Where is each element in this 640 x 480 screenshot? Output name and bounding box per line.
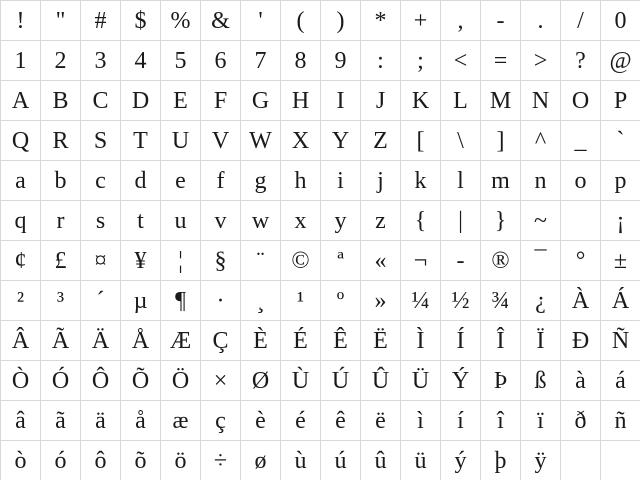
char-cell[interactable]: 8 — [280, 40, 320, 80]
char-cell[interactable]: P — [600, 80, 640, 120]
char-cell[interactable]: ¬ — [400, 240, 440, 280]
char-cell[interactable]: Ì — [400, 320, 440, 360]
char-cell[interactable]: m — [480, 160, 520, 200]
char-cell[interactable]: ~ — [520, 200, 560, 240]
char-cell[interactable]: ¸ — [240, 280, 280, 320]
char-cell[interactable]: F — [200, 80, 240, 120]
char-cell[interactable]: 1 — [0, 40, 40, 80]
char-cell[interactable]: » — [360, 280, 400, 320]
char-cell[interactable]: þ — [480, 440, 520, 480]
char-cell[interactable]: ± — [600, 240, 640, 280]
char-cell[interactable]: j — [360, 160, 400, 200]
char-cell[interactable]: { — [400, 200, 440, 240]
char-cell[interactable]: W — [240, 120, 280, 160]
char-cell[interactable]: 6 — [200, 40, 240, 80]
char-cell[interactable]: Ç — [200, 320, 240, 360]
char-cell[interactable]: ß — [520, 360, 560, 400]
char-cell[interactable]: ; — [400, 40, 440, 80]
char-cell[interactable]: ¿ — [520, 280, 560, 320]
char-cell[interactable]: c — [80, 160, 120, 200]
char-cell[interactable]: « — [360, 240, 400, 280]
char-cell[interactable]: Å — [120, 320, 160, 360]
char-cell[interactable]: Æ — [160, 320, 200, 360]
char-cell[interactable]: - — [480, 0, 520, 40]
char-cell[interactable]: U — [160, 120, 200, 160]
char-cell[interactable]: 0 — [600, 0, 640, 40]
char-cell[interactable]: # — [80, 0, 120, 40]
empty-cell[interactable] — [560, 200, 600, 240]
char-cell[interactable]: H — [280, 80, 320, 120]
char-cell[interactable]: Ë — [360, 320, 400, 360]
char-cell[interactable]: ¨ — [240, 240, 280, 280]
char-cell[interactable]: Ý — [440, 360, 480, 400]
char-cell[interactable]: Õ — [120, 360, 160, 400]
char-cell[interactable]: g — [240, 160, 280, 200]
char-cell[interactable]: ã — [40, 400, 80, 440]
char-cell[interactable]: v — [200, 200, 240, 240]
char-cell[interactable]: Ò — [0, 360, 40, 400]
char-cell[interactable]: C — [80, 80, 120, 120]
char-cell[interactable]: ý — [440, 440, 480, 480]
char-cell[interactable]: æ — [160, 400, 200, 440]
char-cell[interactable]: ö — [160, 440, 200, 480]
char-cell[interactable]: X — [280, 120, 320, 160]
char-cell[interactable]: & — [200, 0, 240, 40]
char-cell[interactable]: ó — [40, 440, 80, 480]
char-cell[interactable]: Ã — [40, 320, 80, 360]
char-cell[interactable]: Ê — [320, 320, 360, 360]
char-cell[interactable]: 9 — [320, 40, 360, 80]
char-cell[interactable]: > — [520, 40, 560, 80]
char-cell[interactable]: Í — [440, 320, 480, 360]
char-cell[interactable]: ` — [600, 120, 640, 160]
char-cell[interactable]: 4 — [120, 40, 160, 80]
char-cell[interactable]: ¡ — [600, 200, 640, 240]
char-cell[interactable]: * — [360, 0, 400, 40]
char-cell[interactable]: ³ — [40, 280, 80, 320]
char-cell[interactable]: ü — [400, 440, 440, 480]
char-cell[interactable]: Á — [600, 280, 640, 320]
char-cell[interactable]: i — [320, 160, 360, 200]
char-cell[interactable]: J — [360, 80, 400, 120]
char-cell[interactable]: ^ — [520, 120, 560, 160]
char-cell[interactable]: Ö — [160, 360, 200, 400]
char-cell[interactable]: M — [480, 80, 520, 120]
char-cell[interactable]: ï — [520, 400, 560, 440]
char-cell[interactable]: _ — [560, 120, 600, 160]
empty-cell[interactable] — [600, 440, 640, 480]
char-cell[interactable]: e — [160, 160, 200, 200]
char-cell[interactable]: ¦ — [160, 240, 200, 280]
char-cell[interactable]: b — [40, 160, 80, 200]
char-cell[interactable]: á — [600, 360, 640, 400]
char-cell[interactable]: 7 — [240, 40, 280, 80]
char-cell[interactable]: V — [200, 120, 240, 160]
char-cell[interactable]: ÿ — [520, 440, 560, 480]
char-cell[interactable]: q — [0, 200, 40, 240]
char-cell[interactable]: 3 — [80, 40, 120, 80]
char-cell[interactable]: . — [520, 0, 560, 40]
char-cell[interactable]: Ú — [320, 360, 360, 400]
char-cell[interactable]: / — [560, 0, 600, 40]
char-cell[interactable]: " — [40, 0, 80, 40]
char-cell[interactable]: < — [440, 40, 480, 80]
char-cell[interactable]: Â — [0, 320, 40, 360]
char-cell[interactable]: f — [200, 160, 240, 200]
char-cell[interactable]: É — [280, 320, 320, 360]
char-cell[interactable]: L — [440, 80, 480, 120]
char-cell[interactable]: û — [360, 440, 400, 480]
char-cell[interactable]: t — [120, 200, 160, 240]
char-cell[interactable]: Ø — [240, 360, 280, 400]
char-cell[interactable]: · — [200, 280, 240, 320]
char-cell[interactable]: ê — [320, 400, 360, 440]
char-cell[interactable]: å — [120, 400, 160, 440]
char-cell[interactable]: Q — [0, 120, 40, 160]
char-cell[interactable]: ¶ — [160, 280, 200, 320]
char-cell[interactable]: = — [480, 40, 520, 80]
char-cell[interactable]: ] — [480, 120, 520, 160]
char-cell[interactable]: Û — [360, 360, 400, 400]
char-cell[interactable]: ä — [80, 400, 120, 440]
char-cell[interactable]: Ü — [400, 360, 440, 400]
char-cell[interactable]: à — [560, 360, 600, 400]
char-cell[interactable]: x — [280, 200, 320, 240]
char-cell[interactable]: Þ — [480, 360, 520, 400]
char-cell[interactable]: : — [360, 40, 400, 80]
char-cell[interactable]: ë — [360, 400, 400, 440]
char-cell[interactable]: Y — [320, 120, 360, 160]
char-cell[interactable]: K — [400, 80, 440, 120]
char-cell[interactable]: s — [80, 200, 120, 240]
char-cell[interactable]: ² — [0, 280, 40, 320]
char-cell[interactable]: R — [40, 120, 80, 160]
char-cell[interactable]: ° — [560, 240, 600, 280]
char-cell[interactable]: Ô — [80, 360, 120, 400]
char-cell[interactable]: © — [280, 240, 320, 280]
char-cell[interactable]: è — [240, 400, 280, 440]
char-cell[interactable]: ´ — [80, 280, 120, 320]
char-cell[interactable]: I — [320, 80, 360, 120]
char-cell[interactable]: B — [40, 80, 80, 120]
char-cell[interactable]: 5 — [160, 40, 200, 80]
char-cell[interactable]: | — [440, 200, 480, 240]
char-cell[interactable]: u — [160, 200, 200, 240]
char-cell[interactable]: A — [0, 80, 40, 120]
char-cell[interactable]: o — [560, 160, 600, 200]
char-cell[interactable]: ½ — [440, 280, 480, 320]
char-cell[interactable]: l — [440, 160, 480, 200]
char-cell[interactable]: õ — [120, 440, 160, 480]
char-cell[interactable]: - — [440, 240, 480, 280]
char-cell[interactable]: $ — [120, 0, 160, 40]
char-cell[interactable]: ì — [400, 400, 440, 440]
char-cell[interactable]: + — [400, 0, 440, 40]
char-cell[interactable]: Ð — [560, 320, 600, 360]
char-cell[interactable]: ? — [560, 40, 600, 80]
char-cell[interactable]: ¹ — [280, 280, 320, 320]
char-cell[interactable]: µ — [120, 280, 160, 320]
char-cell[interactable]: } — [480, 200, 520, 240]
char-cell[interactable]: Ä — [80, 320, 120, 360]
char-cell[interactable]: k — [400, 160, 440, 200]
char-cell[interactable]: ¤ — [80, 240, 120, 280]
char-cell[interactable]: h — [280, 160, 320, 200]
char-cell[interactable]: È — [240, 320, 280, 360]
char-cell[interactable]: Î — [480, 320, 520, 360]
char-cell[interactable]: , — [440, 0, 480, 40]
char-cell[interactable]: ÷ — [200, 440, 240, 480]
char-cell[interactable]: d — [120, 160, 160, 200]
char-cell[interactable]: O — [560, 80, 600, 120]
char-cell[interactable]: D — [120, 80, 160, 120]
char-cell[interactable]: ô — [80, 440, 120, 480]
char-cell[interactable]: ' — [240, 0, 280, 40]
char-cell[interactable]: \ — [440, 120, 480, 160]
char-cell[interactable]: À — [560, 280, 600, 320]
char-cell[interactable]: G — [240, 80, 280, 120]
char-cell[interactable]: 2 — [40, 40, 80, 80]
char-cell[interactable]: ¢ — [0, 240, 40, 280]
char-cell[interactable]: T — [120, 120, 160, 160]
char-cell[interactable]: p — [600, 160, 640, 200]
char-cell[interactable]: S — [80, 120, 120, 160]
char-cell[interactable]: % — [160, 0, 200, 40]
char-cell[interactable]: Ó — [40, 360, 80, 400]
char-cell[interactable]: r — [40, 200, 80, 240]
char-cell[interactable]: a — [0, 160, 40, 200]
char-cell[interactable]: Ñ — [600, 320, 640, 360]
char-cell[interactable]: w — [240, 200, 280, 240]
empty-cell[interactable] — [560, 440, 600, 480]
char-cell[interactable]: î — [480, 400, 520, 440]
char-cell[interactable]: ( — [280, 0, 320, 40]
char-cell[interactable]: y — [320, 200, 360, 240]
char-cell[interactable]: â — [0, 400, 40, 440]
char-cell[interactable]: é — [280, 400, 320, 440]
char-cell[interactable]: ¼ — [400, 280, 440, 320]
char-cell[interactable]: n — [520, 160, 560, 200]
char-cell[interactable]: E — [160, 80, 200, 120]
char-cell[interactable]: Ï — [520, 320, 560, 360]
char-cell[interactable]: ª — [320, 240, 360, 280]
char-cell[interactable]: × — [200, 360, 240, 400]
char-cell[interactable]: £ — [40, 240, 80, 280]
char-cell[interactable]: ç — [200, 400, 240, 440]
char-cell[interactable]: @ — [600, 40, 640, 80]
char-cell[interactable]: Z — [360, 120, 400, 160]
char-cell[interactable]: í — [440, 400, 480, 440]
char-cell[interactable]: ¥ — [120, 240, 160, 280]
char-cell[interactable]: º — [320, 280, 360, 320]
char-cell[interactable]: ¯ — [520, 240, 560, 280]
char-cell[interactable]: N — [520, 80, 560, 120]
char-cell[interactable]: ð — [560, 400, 600, 440]
char-cell[interactable]: ú — [320, 440, 360, 480]
char-cell[interactable]: ) — [320, 0, 360, 40]
char-cell[interactable]: ñ — [600, 400, 640, 440]
char-cell[interactable]: ® — [480, 240, 520, 280]
char-cell[interactable]: Ù — [280, 360, 320, 400]
char-cell[interactable]: ! — [0, 0, 40, 40]
char-cell[interactable]: ò — [0, 440, 40, 480]
char-cell[interactable]: [ — [400, 120, 440, 160]
char-cell[interactable]: z — [360, 200, 400, 240]
char-cell[interactable]: ¾ — [480, 280, 520, 320]
char-cell[interactable]: ù — [280, 440, 320, 480]
char-cell[interactable]: ø — [240, 440, 280, 480]
char-cell[interactable]: § — [200, 240, 240, 280]
